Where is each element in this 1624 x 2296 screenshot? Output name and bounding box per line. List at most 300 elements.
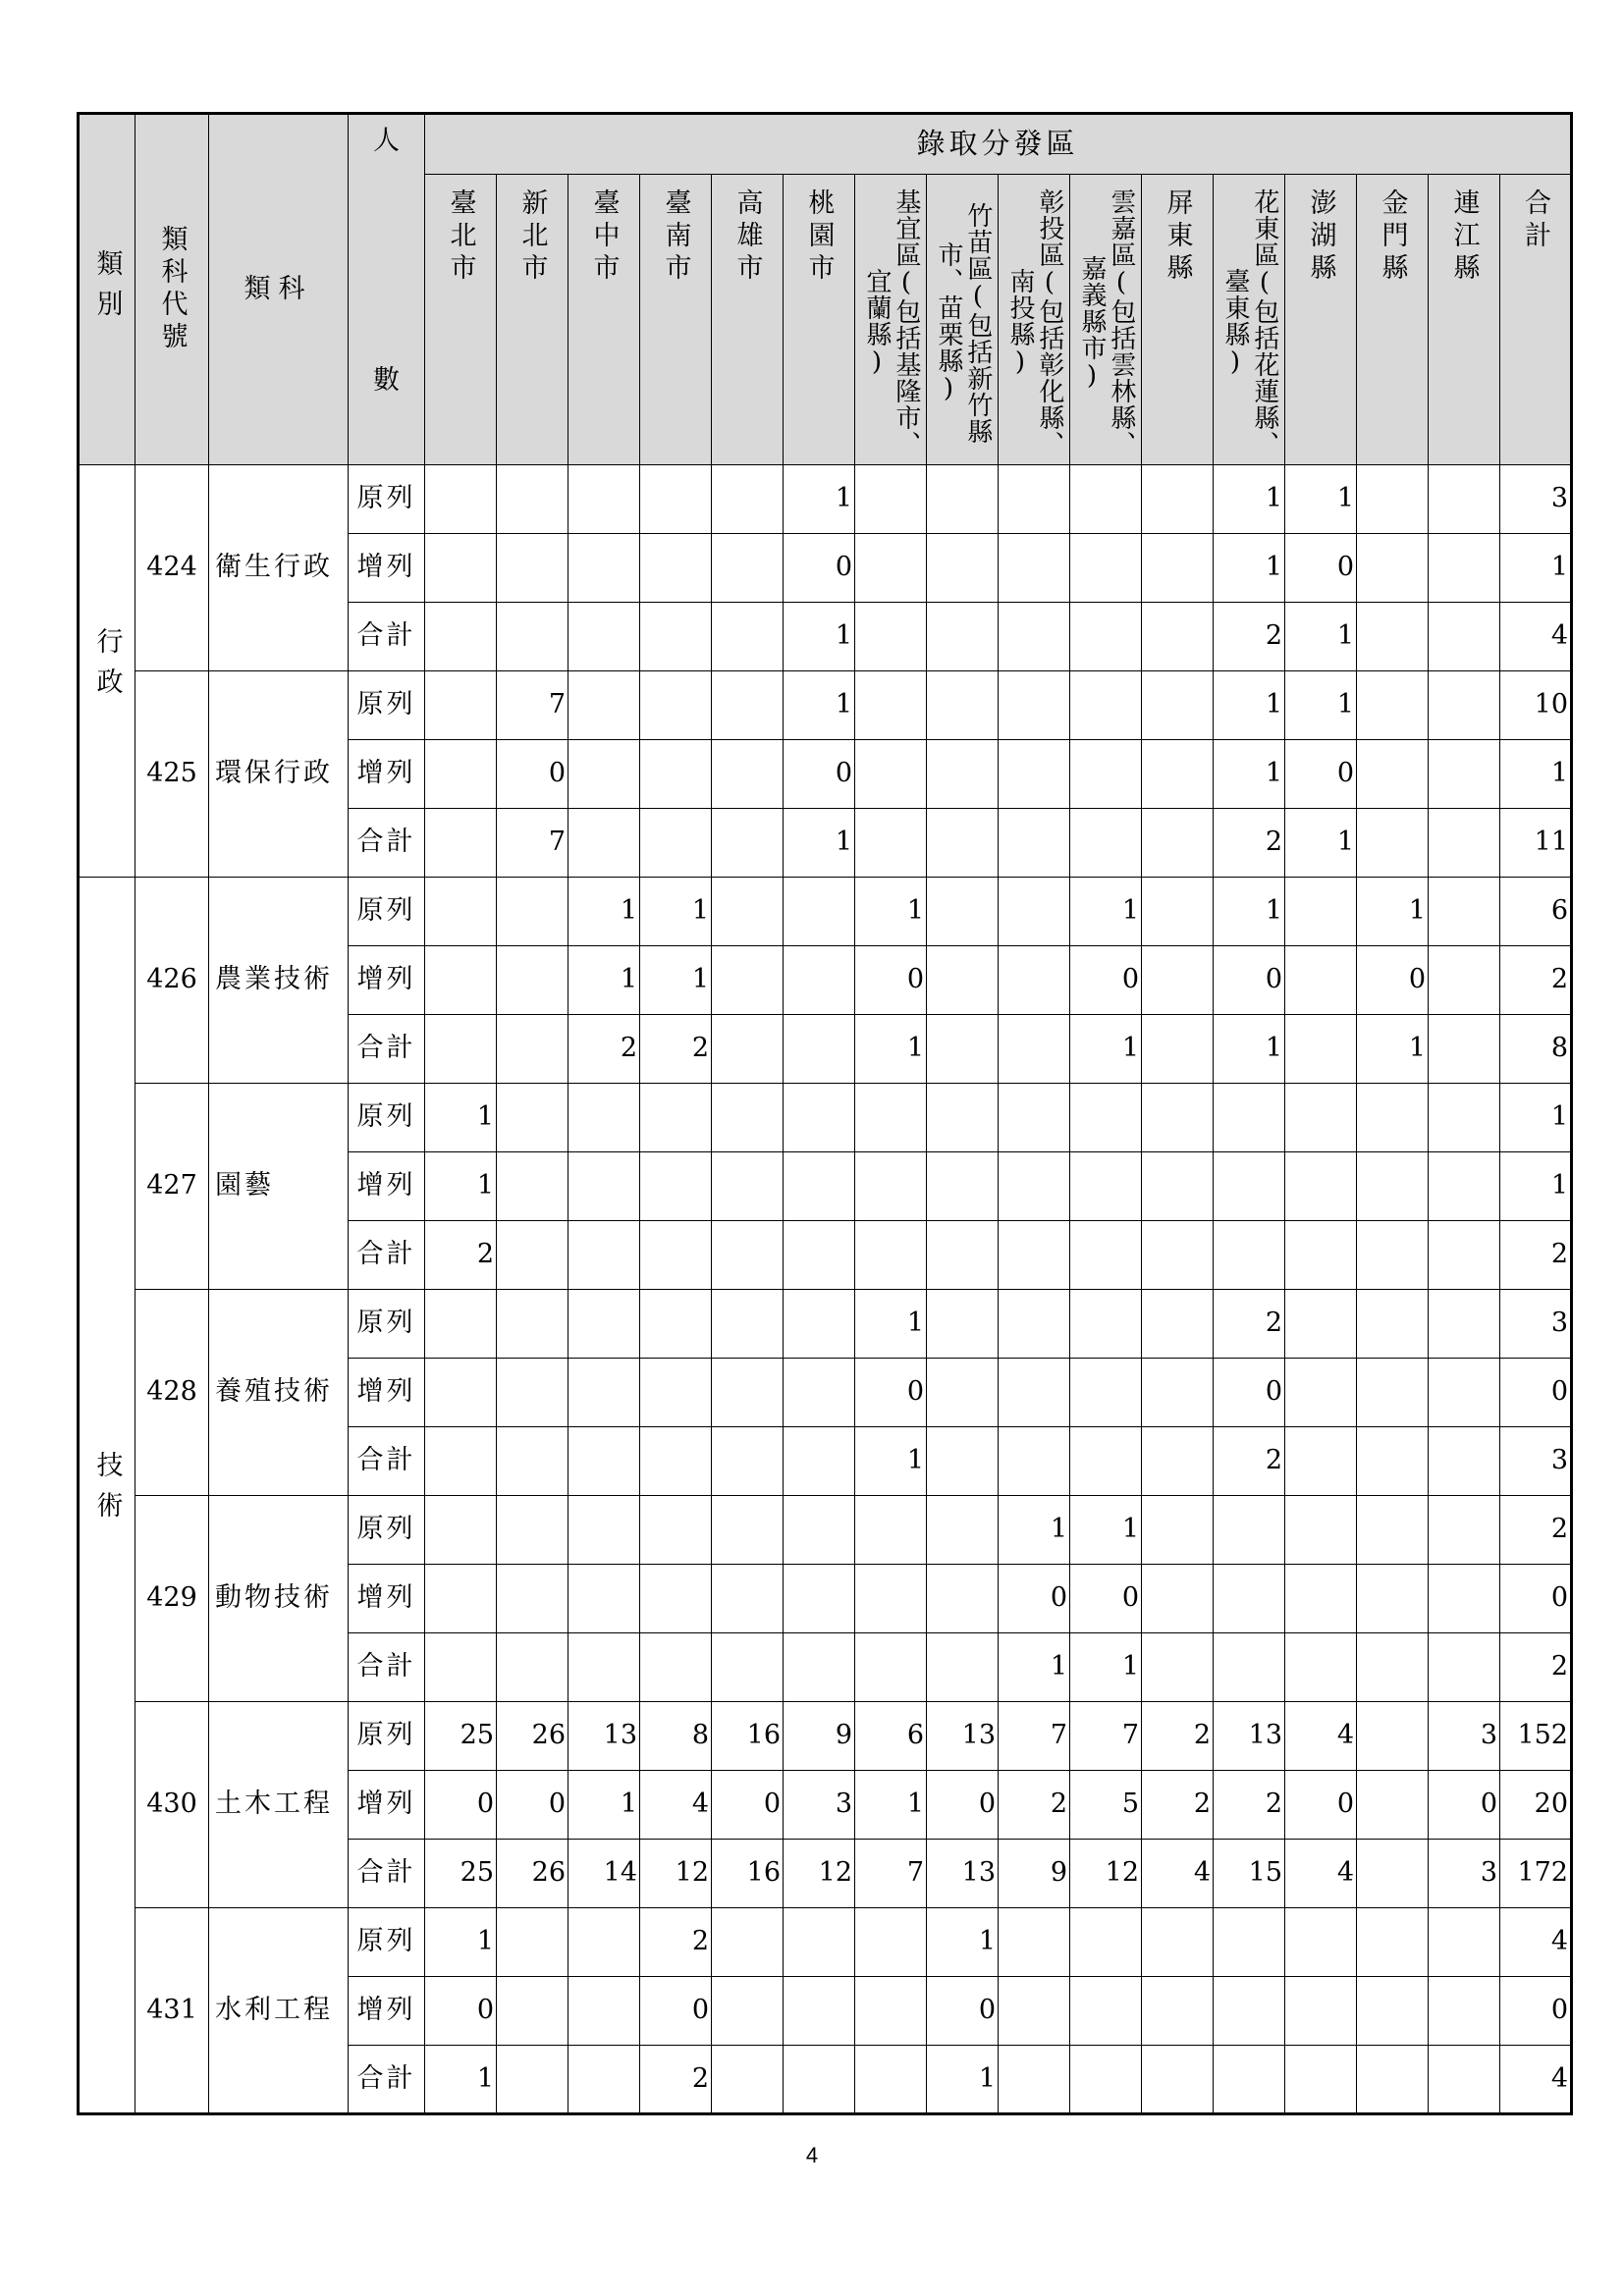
data-cell — [640, 1151, 712, 1220]
data-cell: 2 — [1500, 1220, 1572, 1289]
data-cell — [1285, 1220, 1357, 1289]
data-cell — [497, 1358, 568, 1426]
data-cell — [1070, 1976, 1142, 2045]
data-cell — [1357, 808, 1429, 877]
region-title: 錄取分發區 — [425, 114, 1572, 175]
subject-code: 426 — [135, 877, 209, 1083]
data-cell: 1 — [568, 945, 640, 1014]
data-cell — [640, 602, 712, 670]
data-cell — [1214, 1495, 1285, 1564]
data-cell: 4 — [1500, 602, 1572, 670]
data-cell: 2 — [1214, 1770, 1285, 1839]
data-cell — [640, 1495, 712, 1564]
data-cell — [784, 1220, 855, 1289]
data-cell — [784, 1632, 855, 1701]
data-cell — [425, 533, 497, 602]
data-cell — [927, 1632, 999, 1701]
data-cell: 1 — [1285, 464, 1357, 533]
data-cell — [568, 602, 640, 670]
region-header-1 — [497, 175, 568, 465]
data-cell — [1429, 1083, 1500, 1151]
data-cell — [784, 1426, 855, 1495]
data-cell — [640, 1632, 712, 1701]
data-cell — [1142, 1976, 1214, 2045]
data-cell — [1214, 1220, 1285, 1289]
data-cell — [712, 739, 784, 808]
subject-name: 衛生行政 — [209, 464, 349, 670]
data-cell — [1142, 2045, 1214, 2113]
allocation-table — [77, 112, 1573, 2115]
data-cell — [1285, 1358, 1357, 1426]
data-cell: 4 — [640, 1770, 712, 1839]
subject-code: 429 — [135, 1495, 209, 1701]
data-cell — [497, 1564, 568, 1632]
data-cell — [1357, 1770, 1429, 1839]
data-cell — [999, 670, 1070, 739]
data-cell — [1357, 602, 1429, 670]
data-cell — [712, 602, 784, 670]
data-cell — [712, 1151, 784, 1220]
data-cell — [855, 1632, 927, 1701]
data-cell — [927, 1564, 999, 1632]
table-row — [79, 877, 1572, 945]
data-cell — [712, 533, 784, 602]
data-cell — [568, 533, 640, 602]
data-cell: 1 — [1214, 877, 1285, 945]
data-cell — [855, 808, 927, 877]
data-cell — [497, 1976, 568, 2045]
data-cell: 7 — [999, 1701, 1070, 1770]
data-cell — [1142, 1220, 1214, 1289]
data-cell — [1429, 1976, 1500, 2045]
data-cell — [927, 1014, 999, 1083]
data-cell — [1285, 1151, 1357, 1220]
data-cell — [640, 1426, 712, 1495]
table-row — [79, 464, 1572, 533]
data-cell — [1070, 2045, 1142, 2113]
data-cell — [1142, 1907, 1214, 1976]
data-cell: 1 — [568, 877, 640, 945]
subject-header-label: 類科 — [244, 274, 313, 304]
data-cell: 0 — [1500, 1358, 1572, 1426]
data-cell — [712, 1907, 784, 1976]
region-header-15 — [1500, 175, 1572, 465]
region-header-6 — [855, 175, 927, 465]
subject-code: 425 — [135, 670, 209, 877]
data-cell — [1429, 1014, 1500, 1083]
data-cell: 12 — [1070, 1839, 1142, 1907]
code-header-label: 類科代號 — [156, 224, 188, 354]
data-cell: 1 — [855, 1426, 927, 1495]
data-cell: 1 — [855, 1014, 927, 1083]
data-cell — [1357, 464, 1429, 533]
data-cell: 4 — [1285, 1701, 1357, 1770]
region-header-label: 連江縣 — [1448, 188, 1480, 286]
data-cell — [1357, 1151, 1429, 1220]
data-cell — [784, 945, 855, 1014]
data-cell — [640, 533, 712, 602]
data-cell: 15 — [1214, 1839, 1285, 1907]
data-cell — [999, 1083, 1070, 1151]
data-cell — [1070, 739, 1142, 808]
data-cell — [1285, 1564, 1357, 1632]
data-cell — [1142, 1289, 1214, 1358]
data-cell — [999, 1358, 1070, 1426]
data-cell: 1 — [1357, 1014, 1429, 1083]
data-cell — [1357, 1907, 1429, 1976]
data-cell: 1 — [927, 2045, 999, 2113]
data-cell: 1 — [855, 1289, 927, 1358]
region-header-label: 新北市 — [516, 188, 548, 286]
data-cell: 0 — [1070, 945, 1142, 1014]
data-cell — [1142, 1083, 1214, 1151]
data-cell: 0 — [1357, 945, 1429, 1014]
row-type: 原列 — [349, 464, 425, 533]
data-cell — [1070, 602, 1142, 670]
data-cell — [1357, 739, 1429, 808]
data-cell — [1429, 602, 1500, 670]
row-type: 增列 — [349, 739, 425, 808]
data-cell: 1 — [425, 1907, 497, 1976]
data-cell: 7 — [497, 808, 568, 877]
data-cell: 0 — [712, 1770, 784, 1839]
data-cell — [855, 1083, 927, 1151]
data-cell — [425, 1014, 497, 1083]
category-name: 行政 — [91, 626, 123, 708]
data-cell — [568, 1495, 640, 1564]
data-cell: 1 — [1214, 464, 1285, 533]
data-cell — [1142, 602, 1214, 670]
data-cell — [1070, 1151, 1142, 1220]
data-cell — [712, 877, 784, 945]
data-cell — [927, 808, 999, 877]
data-cell — [927, 739, 999, 808]
data-cell — [497, 945, 568, 1014]
data-cell — [1429, 945, 1500, 1014]
data-cell — [497, 1289, 568, 1358]
data-cell: 1 — [1214, 739, 1285, 808]
region-header-label: 臺北市 — [445, 188, 476, 286]
data-cell: 2 — [1142, 1770, 1214, 1839]
data-cell — [784, 1564, 855, 1632]
data-cell — [640, 670, 712, 739]
data-cell — [855, 1564, 927, 1632]
data-cell: 2 — [640, 1014, 712, 1083]
data-cell — [1214, 1632, 1285, 1701]
data-cell — [927, 1289, 999, 1358]
category-cell — [79, 877, 135, 2113]
row-type: 原列 — [349, 1289, 425, 1358]
data-cell — [1142, 464, 1214, 533]
region-header-label: 花東區(包括花蓮縣、臺東縣) — [1220, 188, 1279, 457]
data-cell: 2 — [425, 1220, 497, 1289]
data-cell: 1 — [568, 1770, 640, 1839]
data-cell — [1142, 1014, 1214, 1083]
subject-name: 園藝 — [209, 1083, 349, 1289]
data-cell: 9 — [784, 1701, 855, 1770]
data-cell: 26 — [497, 1839, 568, 1907]
data-cell: 9 — [999, 1839, 1070, 1907]
row-type: 原列 — [349, 1907, 425, 1976]
data-cell — [712, 1220, 784, 1289]
row-type: 增列 — [349, 1151, 425, 1220]
code-header — [135, 114, 209, 465]
subject-name: 動物技術 — [209, 1495, 349, 1701]
data-cell — [425, 464, 497, 533]
data-cell — [999, 808, 1070, 877]
data-cell: 2 — [1214, 1289, 1285, 1358]
data-cell — [1214, 2045, 1285, 2113]
subject-code: 430 — [135, 1701, 209, 1907]
region-header-7 — [927, 175, 999, 465]
data-cell: 1 — [1285, 808, 1357, 877]
data-cell — [1285, 1632, 1357, 1701]
data-cell: 12 — [784, 1839, 855, 1907]
row-type: 合計 — [349, 1014, 425, 1083]
data-cell — [497, 1632, 568, 1701]
subject-name: 環保行政 — [209, 670, 349, 877]
data-cell: 14 — [568, 1839, 640, 1907]
data-cell — [999, 602, 1070, 670]
data-cell: 8 — [1500, 1014, 1572, 1083]
data-cell — [712, 808, 784, 877]
data-cell — [1142, 1632, 1214, 1701]
data-cell — [855, 1220, 927, 1289]
data-cell — [1429, 1151, 1500, 1220]
data-cell: 1 — [1357, 877, 1429, 945]
data-cell: 3 — [1500, 1289, 1572, 1358]
row-type: 合計 — [349, 808, 425, 877]
data-cell — [497, 2045, 568, 2113]
data-cell: 1 — [1285, 602, 1357, 670]
data-cell: 6 — [1500, 877, 1572, 945]
data-cell — [712, 945, 784, 1014]
data-cell — [497, 533, 568, 602]
row-type: 原列 — [349, 670, 425, 739]
region-header-11 — [1214, 175, 1285, 465]
data-cell: 1 — [425, 1083, 497, 1151]
data-cell: 3 — [784, 1770, 855, 1839]
data-cell — [999, 877, 1070, 945]
data-cell — [784, 1358, 855, 1426]
data-cell — [425, 1632, 497, 1701]
data-cell — [1285, 1976, 1357, 2045]
data-cell: 0 — [855, 1358, 927, 1426]
data-cell — [784, 2045, 855, 2113]
data-cell — [497, 1220, 568, 1289]
data-cell — [927, 464, 999, 533]
region-header-label: 雲嘉區(包括雲林縣、嘉義縣市) — [1077, 188, 1136, 457]
region-header-13 — [1357, 175, 1429, 465]
data-cell — [1142, 739, 1214, 808]
region-header-label: 高雄市 — [731, 188, 763, 286]
data-cell — [1142, 533, 1214, 602]
region-header-9 — [1070, 175, 1142, 465]
data-cell: 2 — [1214, 602, 1285, 670]
data-cell — [568, 1358, 640, 1426]
data-cell: 7 — [1070, 1701, 1142, 1770]
data-cell: 2 — [1214, 1426, 1285, 1495]
data-cell — [1429, 1564, 1500, 1632]
data-cell — [712, 2045, 784, 2113]
data-cell: 0 — [927, 1976, 999, 2045]
data-cell — [999, 464, 1070, 533]
data-cell — [927, 1083, 999, 1151]
data-cell — [497, 1151, 568, 1220]
data-cell: 20 — [1500, 1770, 1572, 1839]
data-cell: 1 — [1214, 533, 1285, 602]
data-cell — [425, 1289, 497, 1358]
data-cell — [568, 1220, 640, 1289]
data-cell — [1142, 1426, 1214, 1495]
data-cell — [927, 670, 999, 739]
data-cell — [784, 1014, 855, 1083]
data-cell: 0 — [1500, 1564, 1572, 1632]
data-cell — [497, 1426, 568, 1495]
data-cell — [1285, 1495, 1357, 1564]
data-cell: 0 — [855, 945, 927, 1014]
data-cell — [568, 1083, 640, 1151]
region-header-label: 臺南市 — [660, 188, 691, 286]
data-cell — [1070, 1083, 1142, 1151]
row-type: 原列 — [349, 1495, 425, 1564]
data-cell — [1357, 2045, 1429, 2113]
data-cell — [999, 533, 1070, 602]
data-cell: 1 — [1500, 533, 1572, 602]
table-row — [79, 1495, 1572, 1564]
region-header-label: 澎湖縣 — [1305, 188, 1336, 286]
data-cell — [425, 1564, 497, 1632]
data-cell: 2 — [568, 1014, 640, 1083]
data-cell — [784, 1907, 855, 1976]
data-cell — [1429, 1426, 1500, 1495]
data-cell — [568, 670, 640, 739]
data-cell: 0 — [640, 1976, 712, 2045]
data-cell: 3 — [1429, 1839, 1500, 1907]
data-cell — [1214, 1907, 1285, 1976]
data-cell — [568, 1976, 640, 2045]
data-cell — [712, 1632, 784, 1701]
data-cell — [999, 739, 1070, 808]
data-cell — [712, 1014, 784, 1083]
data-cell: 1 — [640, 945, 712, 1014]
data-cell: 0 — [784, 533, 855, 602]
region-header-8 — [999, 175, 1070, 465]
data-cell: 0 — [1214, 945, 1285, 1014]
data-cell — [640, 808, 712, 877]
data-cell: 1 — [784, 670, 855, 739]
data-cell — [855, 1907, 927, 1976]
data-cell — [497, 1014, 568, 1083]
data-cell — [1429, 808, 1500, 877]
data-cell — [999, 2045, 1070, 2113]
data-cell — [1142, 670, 1214, 739]
data-cell — [1070, 533, 1142, 602]
data-cell — [927, 1495, 999, 1564]
data-cell: 10 — [1500, 670, 1572, 739]
data-cell — [1429, 1632, 1500, 1701]
data-cell — [712, 1083, 784, 1151]
data-cell — [425, 808, 497, 877]
data-cell: 16 — [712, 1839, 784, 1907]
data-cell: 0 — [784, 739, 855, 808]
region-header-label: 彰投區(包括彰化縣、南投縣) — [1005, 188, 1064, 457]
data-cell — [568, 464, 640, 533]
region-header-label: 基宜區(包括基隆市、宜蘭縣) — [862, 188, 921, 457]
row-type: 原列 — [349, 1083, 425, 1151]
data-cell — [1357, 1701, 1429, 1770]
data-cell — [855, 670, 927, 739]
row-type: 增列 — [349, 1976, 425, 2045]
row-type: 合計 — [349, 602, 425, 670]
data-cell — [1429, 877, 1500, 945]
data-cell — [927, 1220, 999, 1289]
category-cell — [79, 464, 135, 877]
data-cell — [1285, 1426, 1357, 1495]
data-cell — [1429, 464, 1500, 533]
data-cell — [784, 1083, 855, 1151]
data-cell — [1357, 1426, 1429, 1495]
data-cell — [1357, 1564, 1429, 1632]
data-cell: 13 — [568, 1701, 640, 1770]
row-type: 原列 — [349, 877, 425, 945]
data-cell: 1 — [855, 1770, 927, 1839]
data-cell — [640, 464, 712, 533]
data-cell — [640, 1358, 712, 1426]
data-cell — [1357, 1083, 1429, 1151]
data-cell — [784, 877, 855, 945]
row-type: 合計 — [349, 1839, 425, 1907]
data-cell: 4 — [1500, 1907, 1572, 1976]
data-cell — [1070, 670, 1142, 739]
data-cell — [425, 1495, 497, 1564]
data-cell — [1214, 1083, 1285, 1151]
subject-name: 水利工程 — [209, 1907, 349, 2113]
data-cell — [927, 1151, 999, 1220]
data-cell: 0 — [1429, 1770, 1500, 1839]
data-cell: 2 — [1500, 945, 1572, 1014]
row-type: 增列 — [349, 945, 425, 1014]
data-cell: 152 — [1500, 1701, 1572, 1770]
data-cell: 0 — [1500, 1976, 1572, 2045]
data-cell — [425, 877, 497, 945]
data-cell — [1357, 670, 1429, 739]
data-cell: 11 — [1500, 808, 1572, 877]
region-header-2 — [568, 175, 640, 465]
subject-code: 428 — [135, 1289, 209, 1495]
data-cell — [568, 808, 640, 877]
data-cell: 4 — [1500, 2045, 1572, 2113]
data-cell — [425, 1358, 497, 1426]
data-cell — [1142, 1358, 1214, 1426]
table-row — [79, 1907, 1572, 1976]
data-cell: 6 — [855, 1701, 927, 1770]
data-cell — [1429, 533, 1500, 602]
data-cell: 0 — [1285, 1770, 1357, 1839]
data-cell: 3 — [1500, 1426, 1572, 1495]
region-header-label: 屏東縣 — [1162, 188, 1193, 286]
data-cell — [425, 670, 497, 739]
data-cell: 1 — [1070, 1495, 1142, 1564]
table-row — [79, 1083, 1572, 1151]
data-cell: 1 — [1285, 670, 1357, 739]
data-cell: 3 — [1429, 1701, 1500, 1770]
data-cell — [1285, 1014, 1357, 1083]
data-cell — [927, 602, 999, 670]
data-cell: 1 — [1500, 1151, 1572, 1220]
data-cell — [712, 1426, 784, 1495]
data-cell — [1357, 1289, 1429, 1358]
